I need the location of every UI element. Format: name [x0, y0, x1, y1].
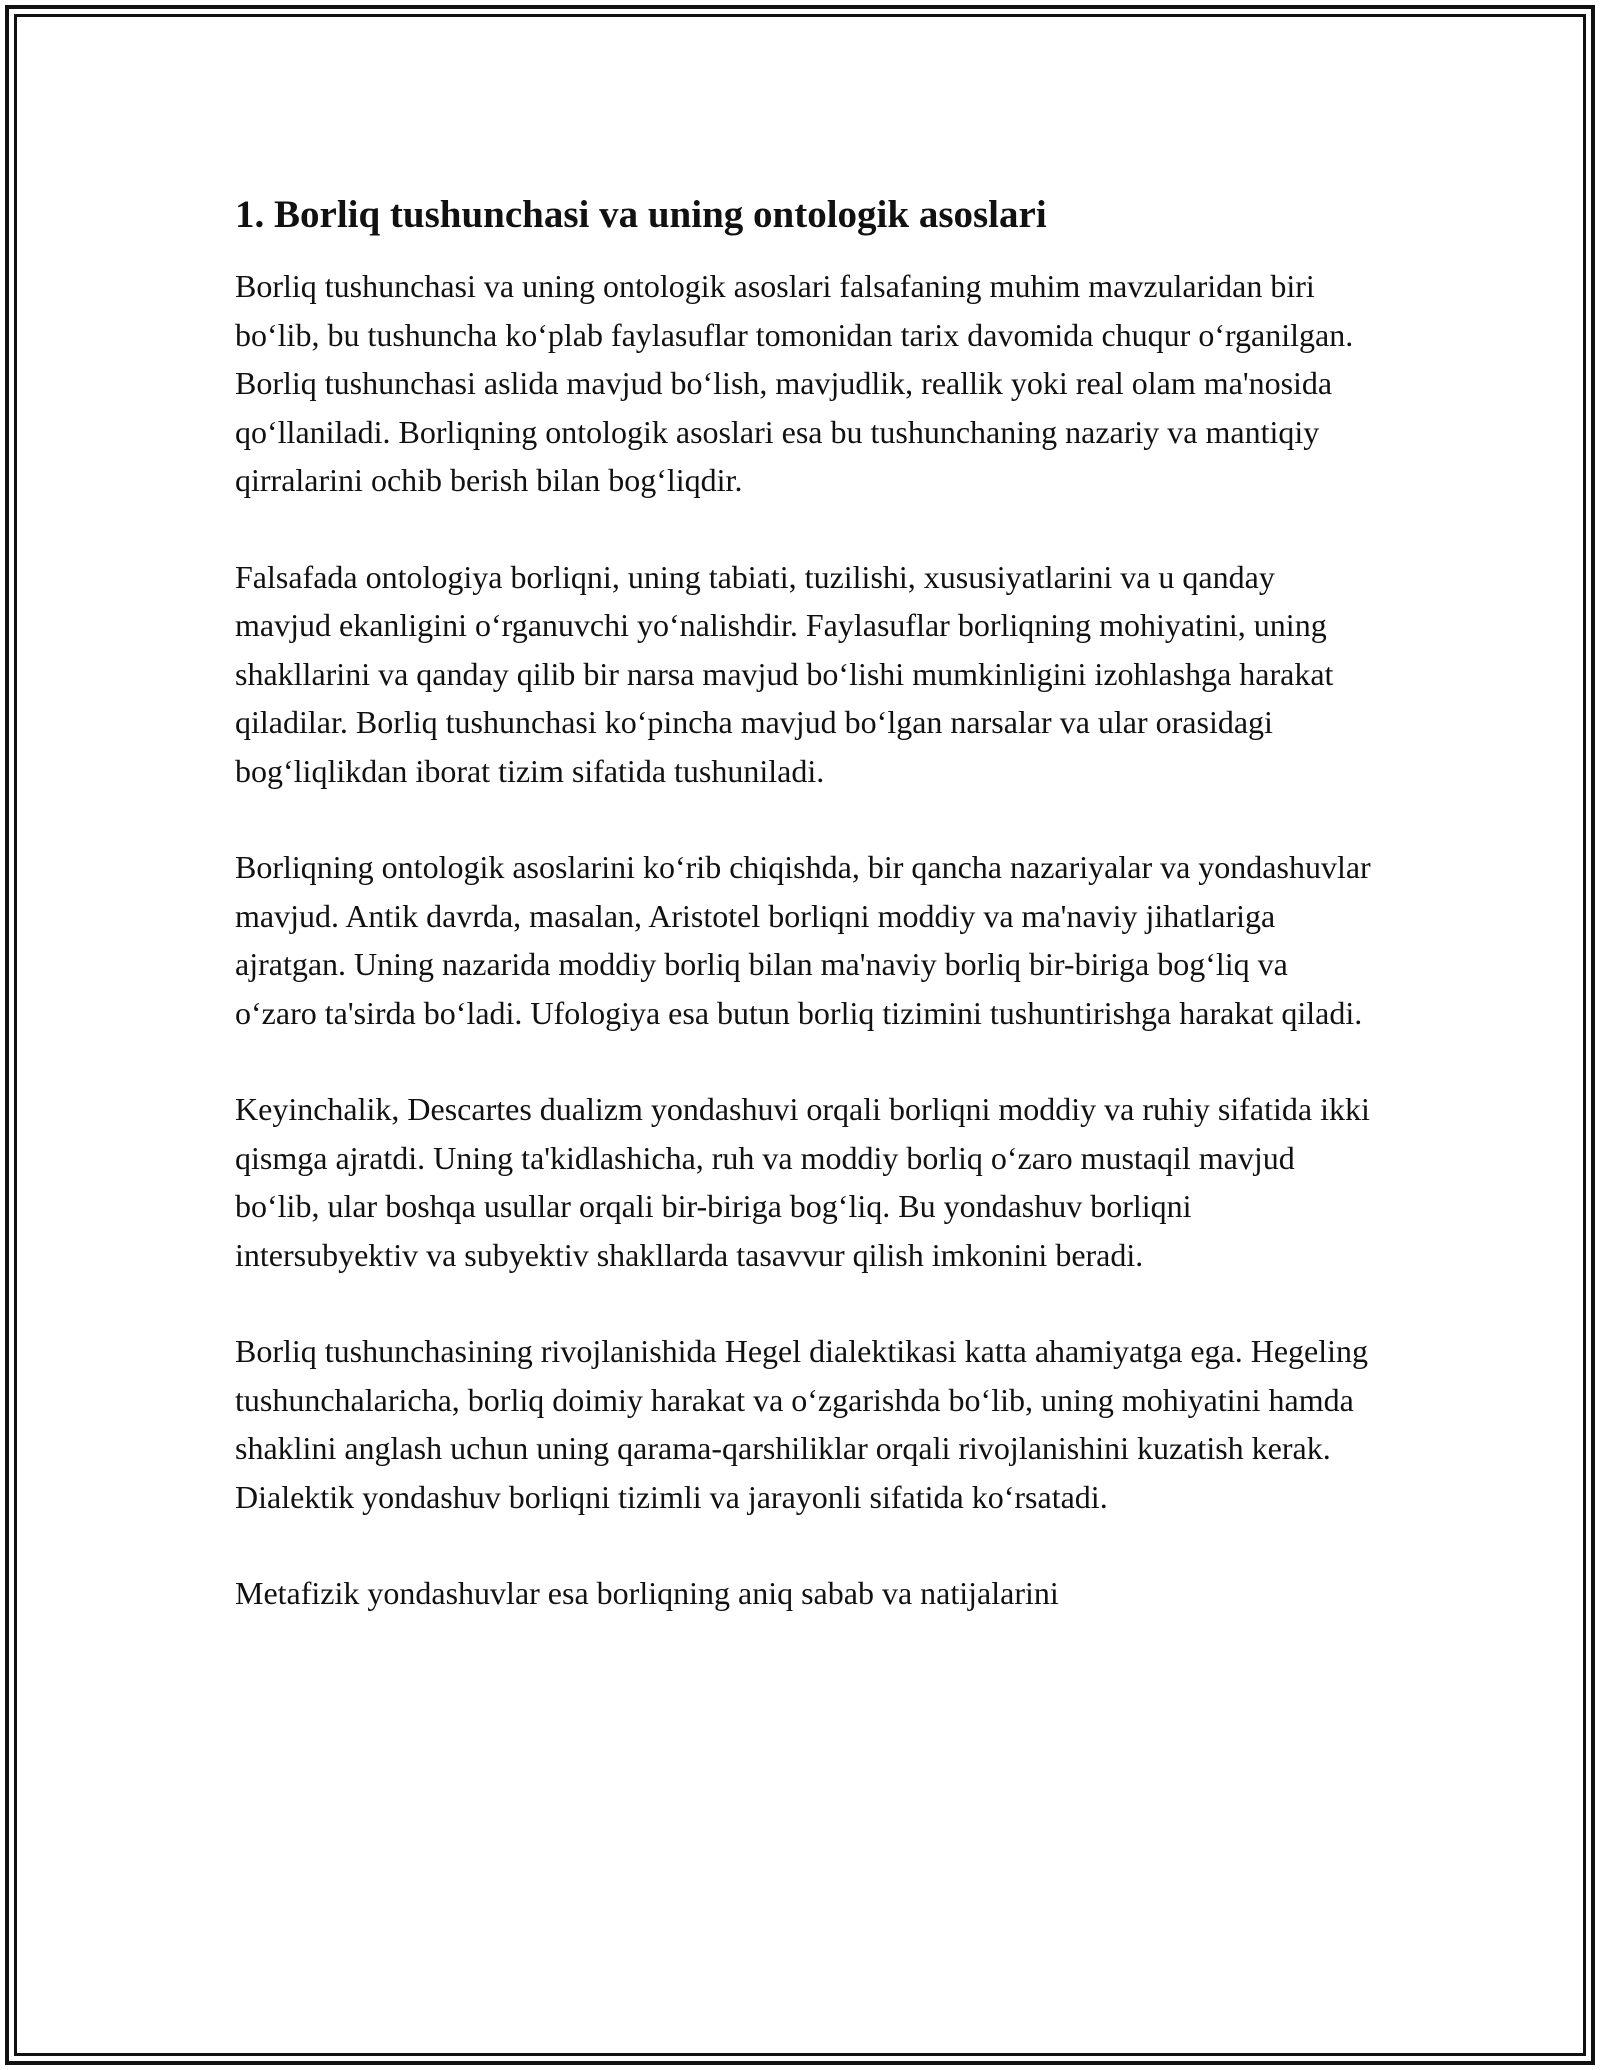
document-body: [235, 185, 1375, 1666]
paragraph-6: Metafizik yondashuvlar esa borliqning aniq sabab va natijalarini: [235, 1575, 1059, 1611]
paragraph-2: Falsafada ontologiya borliqni, uning tabiati, tuzilishi, xususiyatlarini va u qanday mavjud ekanligini o‘rganuvchi yo‘nalishdir. Faylasuflar borliqning mohiyatini, uning shakllarini va qanday qilib bir narsa mavjud bo‘lishi mumkinligini izohlashga harakat qiladilar. Borliq tushunchasi ko‘pincha mavjud bo‘lgan narsalar va ular orasidagi bog‘liqlikdan iborat tizim sifatida tushuniladi.: [235, 558, 1334, 789]
paragraph-1: Borliq tushunchasi va uning ontologik asoslari falsafaning muhim mavzularidan biri bo‘lib, bu tushuncha ko‘plab faylasuflar tomonidan tarix davomida chuqur o‘rganilgan. Borliq tushunchasi aslida mavjud bo‘lish, mavjudlik, reallik yoki real olam ma'nosida qo‘llaniladi. Borliqning ontologik asoslari esa bu tushunchaning nazariy va mantiqiy qirralarini ochib berish bilan bog‘liqdir.: [235, 268, 1354, 498]
paragraph-3: Borliqning ontologik asoslarini ko‘rib chiqishda, bir qancha nazariyalar va yondashuvlar mavjud. Antik davrda, masalan, Aristotel borliqni moddiy va ma'naviy jihatlariga ajratgan. Uning nazarida moddiy borliq bilan ma'naviy borliq bir-biriga bog‘liq va o‘zaro ta'sirda bo‘ladi. Ufologiya esa butun borliq tizimini tushuntirishga harakat qiladi.: [235, 849, 1371, 1031]
paragraph-5: Borliq tushunchasining rivojlanishida Hegel dialektikasi katta ahamiyatga ega. Hegeling tushunchalaricha, borliq doimiy harakat va o‘zgarishda bo‘lib, uning mohiyatini hamda shaklini anglash uchun uning qarama-qarshiliklar orqali rivojlanishini kuzatish kerak. Dialektik yondashuv borliqni tizimli va jarayonli sifatida ko‘rsatadi.: [235, 1333, 1369, 1515]
section-title: 1. Borliq tushunchasi va uning ontologik asoslari: [235, 193, 1047, 236]
paragraph-4: Keyinchalik, Descartes dualizm yondashuvi orqali borliqni moddiy va ruhiy sifatida ikki qismga ajratdi. Uning ta'kidlashicha, ruh va moddiy borliq o‘zaro mustaqil mavjud bo‘lib, ular boshqa usullar orqali bir-biriga bog‘liq. Bu yondashuv borliqni intersubyektiv va subyektiv shakllarda tasavvur qilish imkonini beradi.: [235, 1091, 1370, 1273]
